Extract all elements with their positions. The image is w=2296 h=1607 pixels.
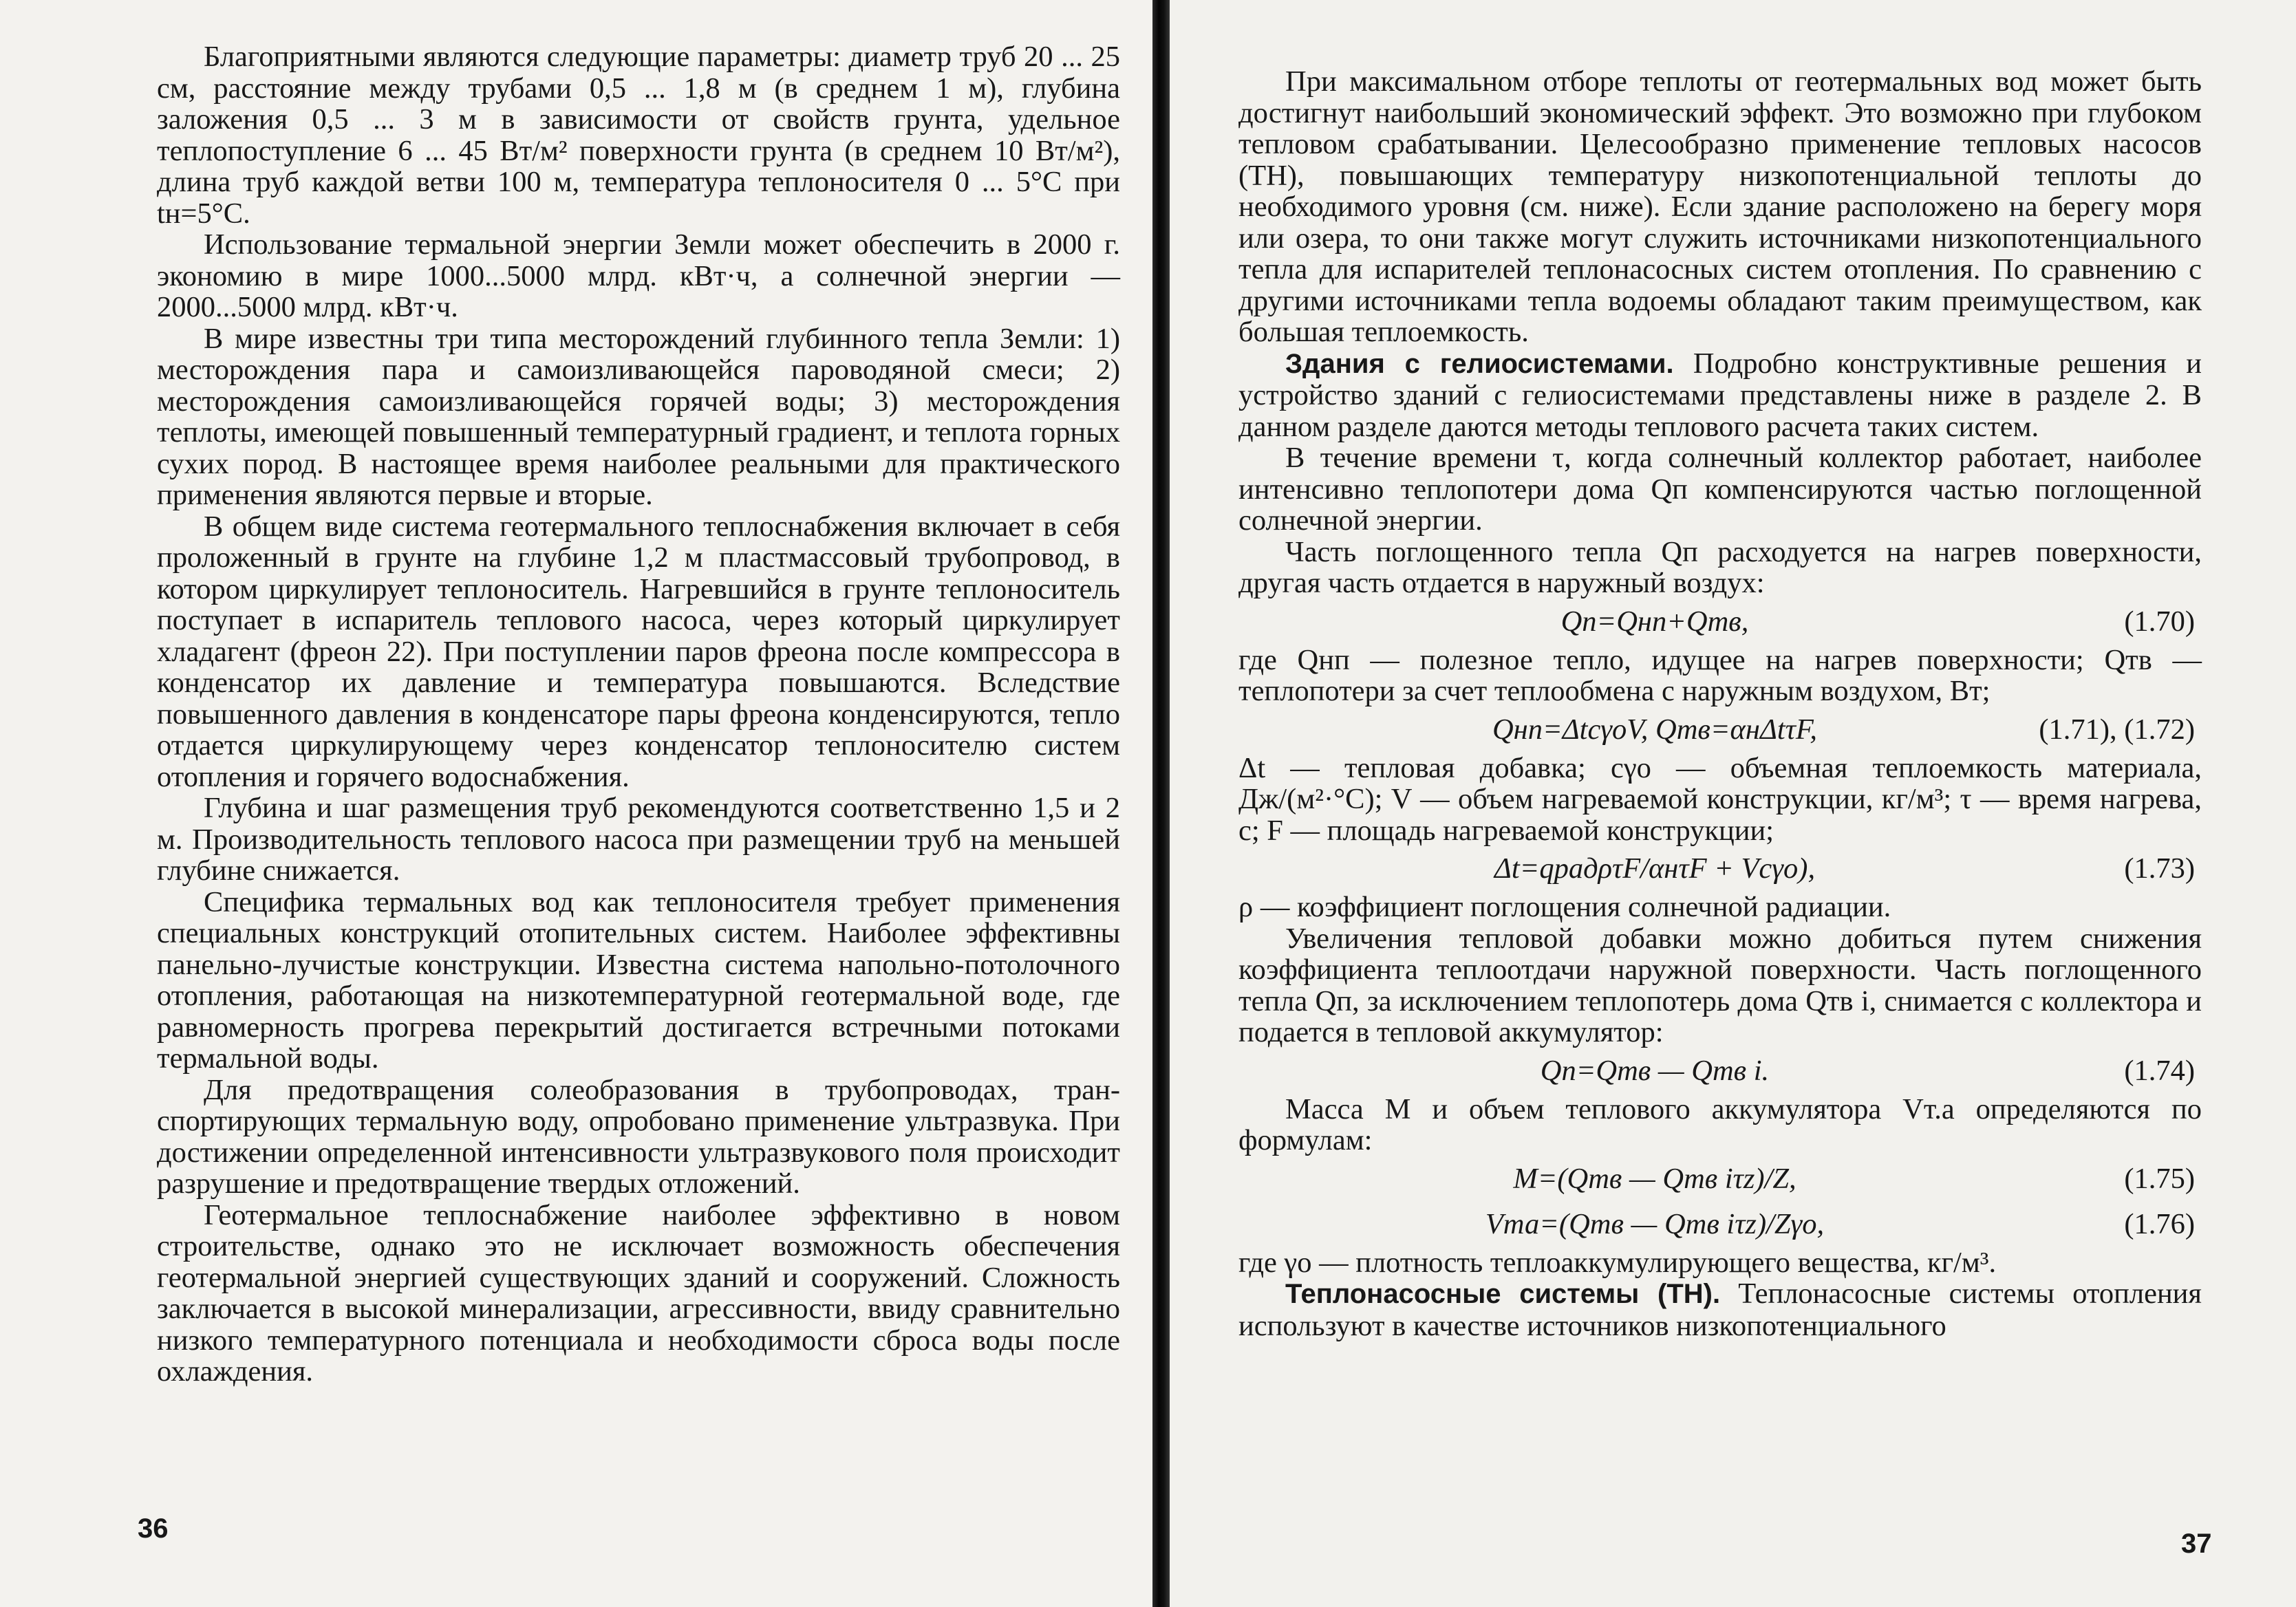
page-number: 37 [2181,1529,2212,1559]
paragraph [1238,348,2202,443]
paragraph: В мире известны три типа месторождений глубинного тепла Земли: 1) месторождения пара и самоизливающейся пароводяной смеси; 2) месторождения самоизливающейся горячей воды; 3) месторождения теплоты, имеющей повышенный температурный градиент, и теплота горных сухих пород. В настоящее время наиболее реальными для практического применения являются первые и вторые. [157,322,1120,511]
section-heading: Теплонасосные системы (ТН). [1285,1279,1721,1309]
paragraph: Глубина и шаг размещения труб рекомендуются соответственно 1,5 и 2 м. Производительность теплового насоса при размещении труб на меньшей глубине снижается. [157,792,1120,887]
equation-number: (1.71), (1.72) [2039,713,2195,746]
book-gutter [1152,0,1170,1607]
equation-formula: Qп=Qнп+Qтв, [1560,605,1749,638]
equation-number: (1.76) [2124,1207,2195,1240]
paragraph: Увеличения тепловой добавки можно добиться путем снижения коэффициента теплоотдачи наружной поверхности. Часть поглощенного тепла Qп, за исключением теплопотерь дома Qтв i, снимается с коллектора и подается в тепловой аккумулятор: [1238,922,2202,1048]
paragraph: Для предотвращения солеобразования в трубопроводах, транспортирующих термальную воду, опробовано применение ультразвука. При достижении определенной интенсивности ультразвукового поля происходит разрушение и предотвращение твердых отложений. [157,1073,1120,1200]
paragraph: В течение времени τ, когда солнечный коллектор работает, наиболее интенсивно теплопотери дома Qп компенсируются частью поглощенной солнечной энергии. [1238,442,2202,537]
equation-formula: Δt=qрадρτF/αнτF + Vcγо), [1494,852,1816,885]
equation-formula: Qнп=ΔtcγоV, Qтв=αнΔtτF, [1492,713,1818,746]
paragraph: В общем виде система геотермального теплоснабжения включает в себя проложенный в грунте на глубине 1,2 м пластмассовый трубопровод, в котором циркулирует теплоноситель. Нагревшийся в грунте теплоноситель поступает в испаритель теплового насоса, через который циркулирует хладагент (фреон 22). При поступлении паров фреона после компрессора в конденсатор их давление и температура повышаются. Вследствие повышенного давления в конденсаторе пары фреона конденсируются, тепло отдается циркулирующему через конденсатор теплоносителю систем отопления и горячего водоснабжения. [157,510,1120,793]
equation-formula: Vта=(Qтв — Qтв iτz)/Zγо, [1485,1207,1825,1240]
paragraph: Δt — тепловая добавка; cγо — объемная теплоемкость материала, Дж/(м²·°С); V — объем нагреваемой конструкции, кг/м³; τ — время нагрева, с; F — площадь нагреваемой конструкции; [1238,751,2202,847]
paragraph: где γо — плотность теплоаккумулирующего вещества, кг/м³. [1238,1246,1997,1279]
equation [1238,846,2202,892]
equation-formula: M=(Qтв — Qтв iτz)/Z, [1513,1162,1796,1195]
paragraph [1238,1278,2202,1341]
paragraph: Часть поглощенного тепла Qп расходуется на нагрев поверхности, другая часть отдается в наружный воздух: [1238,535,2202,599]
paragraph-text: Подробно конструктивные решения и устройство зданий с гелиосистемами представлены ниже в разделе 2. В данном разделе даются методы теплового расчета таких систем. [1238,347,2202,443]
equation [1238,599,2202,645]
equation-number: (1.75) [2124,1162,2195,1195]
paragraph: Геотермальное теплоснабжение наиболее эффективно в новом строительстве, однако это не исключает возможность обеспечения геотермальной энергией существующих зданий и сооружений. Сложность заключается в высокой минерализации, агрессивности, ввиду сравнительно низкого температурного потенциала и необходимости сброса воды после охлаждения. [157,1198,1120,1388]
right-page [1170,0,2296,1607]
paragraph-text: Теплонасосные системы отопления используют в качестве источников низкопотенциального [1238,1277,2202,1342]
equation [1238,1156,2202,1202]
equation [1238,1202,2202,1247]
paragraph: где Qнп — полезное тепло, идущее на нагрев поверхности; Qтв — теплопотери за счет теплообмена с наружным воздухом, Вт; [1238,643,2202,707]
page-number: 36 [138,1513,169,1544]
equation-formula: Qп=Qтв — Qтв i. [1540,1054,1770,1087]
equation [1238,1048,2202,1094]
paragraph: ρ — коэффициент поглощения солнечной радиации. [1238,891,1891,923]
paragraph: При максимальном отборе теплоты от геотермальных вод может быть достигнут наибольший экономический эффект. Это возможно при глубоком тепловом срабатывании. Целесообразно применение тепловых насосов (ТН), повышающих температуру низкопотенциальной теплоты до необходимого уровня (см. ниже). Если здание расположено на берегу моря или озера, то они также могут служить источниками низкопотенциального тепла для испарителей теплонасосных систем отопления. По сравнению с другими источниками тепла водоемы обладают таким преимуществом, как большая теплоемкость. [1238,65,2202,348]
equation-number: (1.73) [2124,852,2195,885]
equation-number: (1.70) [2124,605,2195,638]
section-heading: Здания с гелиосистемами. [1285,348,1674,379]
left-text-column [157,41,1120,1388]
right-text-column [1238,66,2202,1341]
paragraph: Благоприятными являются следующие параметры: диаметр труб 20 ... 25 см, расстояние между трубами 0,5 ... 1,8 м (в среднем 1 м), глубина заложения 0,5 ... 3 м в зависимости от свойств грунта, удельное теплопоступление 6 ... 45 Вт/м² поверхности грунта (в среднем 10 Вт/м²), длина труб каждой ветви 100 м, температура теплоносителя 0 ... 5°С при tн=5°С. [157,41,1120,230]
paragraph: Масса M и объем теплового аккумулятора Vт.а определяются по формулам: [1238,1092,2202,1156]
paragraph: Использование термальной энергии Земли может обеспечить в 2000 г. экономию в мире 1000...5000 млрд. кВт·ч, а солнечной энергии — 2000...5000 млрд. кВт·ч. [157,228,1120,323]
equation-number: (1.74) [2124,1054,2195,1087]
paragraph: Специфика термальных вод как теплоносителя требует применения специальных конструкций отопительных систем. Наиболее эффективны панельно-лучистые конструкции. Известна система напольно-потолочного отопления, работающая на низкотемпературной геотермальной воде, где равномерность прогрева перекрытий достигается встречными потоками термальной воды. [157,885,1120,1075]
equation [1238,707,2202,753]
